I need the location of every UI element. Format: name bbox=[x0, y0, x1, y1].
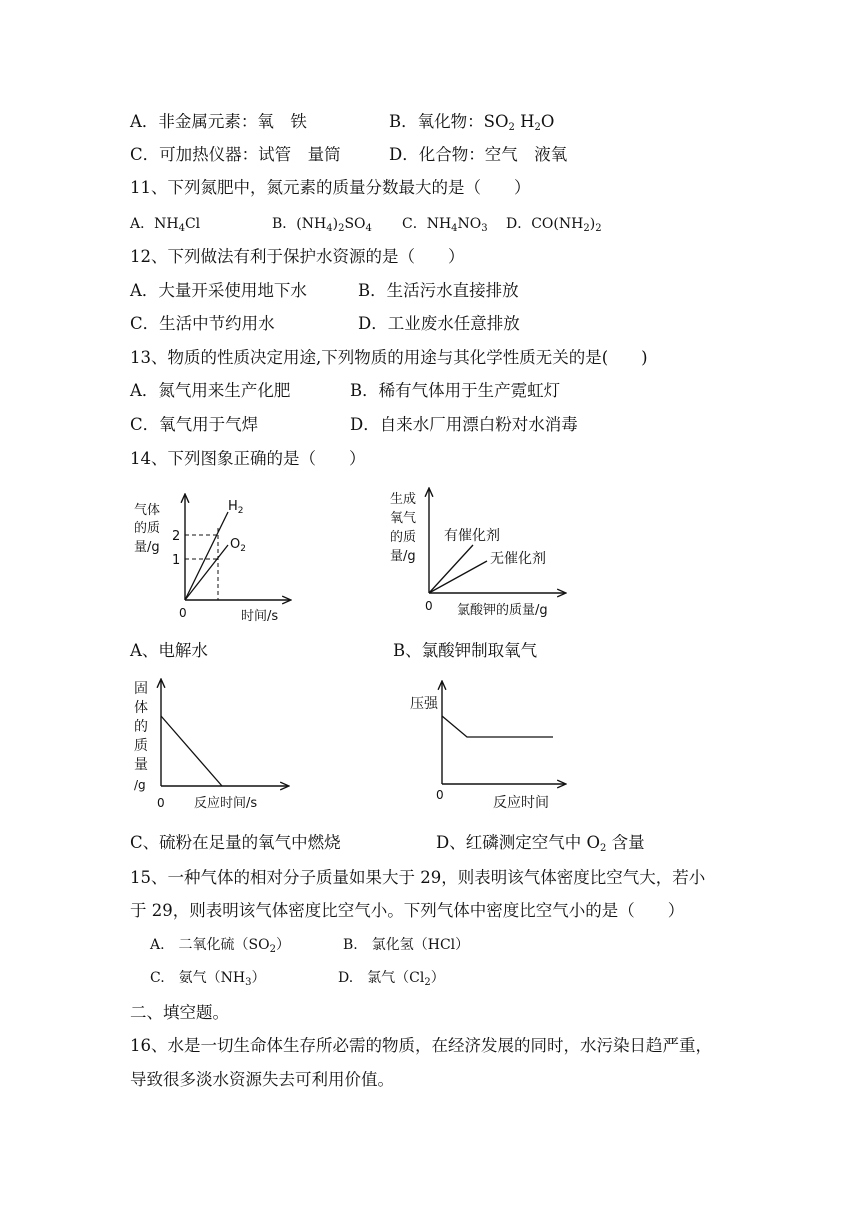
q13-option-a: A．氮气用来生产化肥 bbox=[130, 381, 291, 400]
graph-b-potassium-chlorate bbox=[385, 483, 575, 625]
graph-a-tick-1: 1 bbox=[172, 553, 181, 568]
graph-b-origin: 0 bbox=[425, 599, 433, 613]
graph-d-caption: D、红磷测定空气中 $O_2$ 含量 bbox=[436, 833, 645, 854]
q15-option-b: B. 氯化氢（HCl） bbox=[343, 937, 470, 953]
graph-a-xlabel: 时间/s bbox=[241, 609, 279, 624]
q10-option-b: B．氧化物：$SO_2$ $H_2O$ bbox=[389, 112, 555, 133]
q15-option-a: A. 二氧化硫$(SO_2)$ bbox=[150, 937, 291, 955]
q10-option-c: C．可加热仪器：试管 量筒 bbox=[130, 145, 341, 164]
graph-d-xlabel: 反应时间 bbox=[493, 795, 549, 811]
graph-b-ylabel-2: 氧气 bbox=[390, 511, 417, 526]
q13-option-c: C．氧气用于气焊 bbox=[130, 415, 259, 434]
q12-option-d: D．工业废水任意排放 bbox=[358, 314, 520, 333]
q11-option-d: D．$CO(NH_2)_2$ bbox=[506, 216, 602, 234]
q15-option-d: D. 氯气$(Cl_2)$ bbox=[338, 970, 445, 988]
graph-b-ylabel-4: 量/g bbox=[390, 549, 416, 564]
graph-c-sulfur-combustion bbox=[128, 676, 298, 816]
q12-option-a: A．大量开采使用地下水 bbox=[130, 281, 307, 300]
q15-option-c: C. 氨气$(NH_3)$ bbox=[150, 970, 266, 988]
graph-c-caption: C、硫粉在足量的氧气中燃烧 bbox=[130, 833, 341, 852]
graph-c-ylabel-6: /g bbox=[134, 778, 146, 792]
q10-option-a: A．非金属元素：氧 铁 bbox=[130, 112, 307, 131]
q12-option-b: B．生活污水直接排放 bbox=[358, 281, 519, 300]
graph-a-label-o2: $O_2$ bbox=[230, 537, 246, 554]
graph-c-line bbox=[161, 716, 222, 786]
q11-option-a: A．$NH_4Cl$ bbox=[130, 216, 201, 234]
graph-c-xlabel: 反应时间/s bbox=[194, 796, 258, 811]
graph-b-xlabel: 氯酸钾的质量/g bbox=[457, 603, 548, 618]
graph-a-line-h2 bbox=[185, 512, 228, 600]
graph-b-series-no-catalyst: 无催化剂 bbox=[490, 551, 546, 567]
graph-c-ylabel-5: 量 bbox=[134, 757, 148, 773]
q13-option-b: B．稀有气体用于生产霓虹灯 bbox=[350, 381, 561, 400]
q13-option-d: D．自来水厂用漂白粉对水消毒 bbox=[350, 415, 578, 434]
graph-c-ylabel-2: 体 bbox=[134, 700, 148, 716]
graph-c-ylabel-1: 固 bbox=[134, 681, 148, 697]
graph-a-ylabel-1: 气体 bbox=[134, 503, 161, 518]
graph-b-series-catalyst: 有催化剂 bbox=[444, 528, 500, 544]
graph-a-ylabel-2: 的质 bbox=[134, 521, 161, 536]
graph-b-ylabel-3: 的质 bbox=[390, 530, 417, 545]
graph-d-ylabel: 压强 bbox=[410, 696, 438, 712]
graph-a-label-h2: $H_2$ bbox=[228, 499, 244, 516]
graph-a-line-o2 bbox=[185, 545, 228, 600]
graph-d-origin: 0 bbox=[436, 788, 444, 802]
graph-b-line-no-catalyst bbox=[429, 561, 487, 593]
graph-a-caption: A、电解水 bbox=[130, 641, 208, 660]
q11-option-b: B．$(NH_4)_2SO_4$ bbox=[272, 216, 372, 234]
q10-option-d: D．化合物：空气 液氧 bbox=[389, 145, 568, 164]
graph-c-ylabel-4: 质 bbox=[134, 738, 148, 754]
graph-b-line-catalyst bbox=[429, 545, 473, 593]
q11-option-c: C．$NH_4NO_3$ bbox=[402, 216, 488, 234]
q12-option-c: C．生活中节约用水 bbox=[130, 314, 275, 333]
graph-a-origin: 0 bbox=[179, 606, 187, 620]
graph-c-origin: 0 bbox=[157, 796, 165, 810]
graph-a-tick-2: 2 bbox=[172, 529, 181, 544]
graph-b-caption: B、氯酸钾制取氧气 bbox=[393, 641, 538, 660]
graph-d-red-phosphorus bbox=[405, 676, 575, 816]
graph-a-ylabel-3: 量/g bbox=[134, 540, 160, 555]
graph-c-ylabel-3: 的 bbox=[134, 719, 148, 735]
graph-b-ylabel-1: 生成 bbox=[390, 492, 417, 507]
graph-d-line bbox=[442, 716, 553, 737]
graph-a-electrolysis bbox=[130, 490, 300, 625]
